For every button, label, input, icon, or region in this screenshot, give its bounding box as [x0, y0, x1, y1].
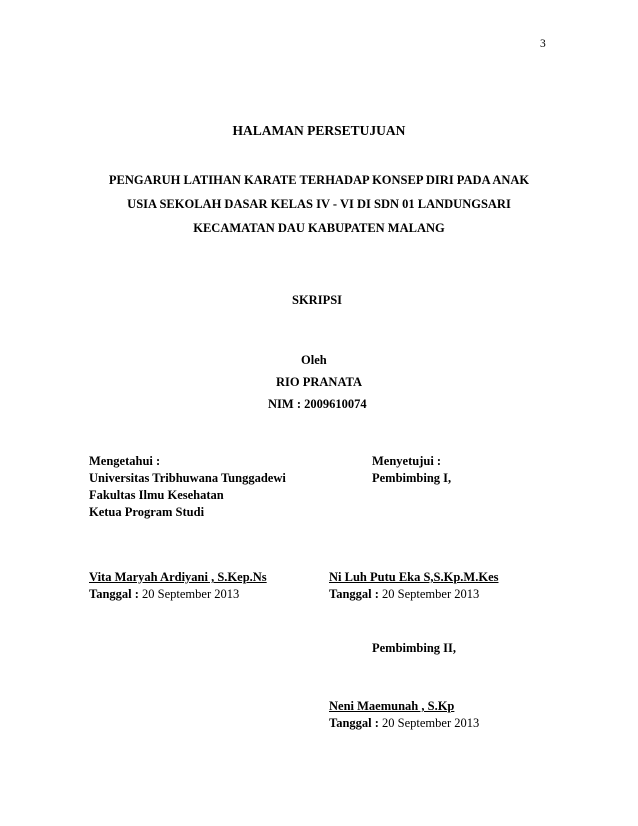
pembimbing1-date: [329, 586, 499, 603]
mengetahui-heading: Mengetahui :: [89, 454, 161, 468]
pembimbing2-date: [329, 715, 479, 732]
doc-type: SKRIPSI: [292, 293, 343, 307]
pembimbing2-role: Pembimbing II,: [372, 641, 457, 655]
thesis-title-line-2: USIA SEKOLAH DASAR KELAS IV - VI DI SDN 01 LANDUNGSARI: [127, 197, 511, 211]
date-value: 20 September 2013: [378, 716, 480, 730]
left-block: [89, 453, 286, 521]
kaprodi-date: [89, 586, 267, 603]
pembimbing2-signature: [329, 698, 479, 732]
kaprodi-name: Vita Maryah Ardiyani , S.Kep.Ns: [89, 570, 267, 584]
page-number: 3: [540, 38, 546, 50]
faculty-line: Fakultas Ilmu Kesehatan: [89, 488, 224, 502]
thesis-title-line-3: KECAMATAN DAU KABUPATEN MALANG: [193, 221, 445, 235]
pembimbing1-signature: [329, 569, 499, 603]
right-block: [372, 453, 451, 487]
date-label: Tanggal :: [89, 587, 139, 601]
author-name: RIO PRANATA: [276, 375, 362, 389]
position-line: Ketua Program Studi: [89, 505, 205, 519]
date-value: 20 September 2013: [138, 587, 240, 601]
date-value: 20 September 2013: [378, 587, 480, 601]
kaprodi-signature: [89, 569, 267, 603]
pembimbing1-role: Pembimbing I,: [372, 471, 452, 485]
date-label: Tanggal :: [329, 716, 379, 730]
date-label: Tanggal :: [329, 587, 379, 601]
pembimbing1-name: Ni Luh Putu Eka S,S.Kp.M.Kes: [329, 570, 499, 584]
author-nim: NIM : 2009610074: [268, 397, 367, 411]
thesis-title-line-1: PENGARUH LATIHAN KARATE TERHADAP KONSEP DIRI PADA ANAK: [108, 173, 530, 187]
page-title: HALAMAN PERSETUJUAN: [232, 123, 406, 138]
pembimbing2-name: Neni Maemunah , S.Kp: [329, 699, 455, 713]
menyetujui-heading: Menyetujui :: [372, 454, 442, 468]
institution-line: Universitas Tribhuwana Tunggadewi: [89, 471, 286, 485]
by-label: Oleh: [301, 353, 327, 367]
